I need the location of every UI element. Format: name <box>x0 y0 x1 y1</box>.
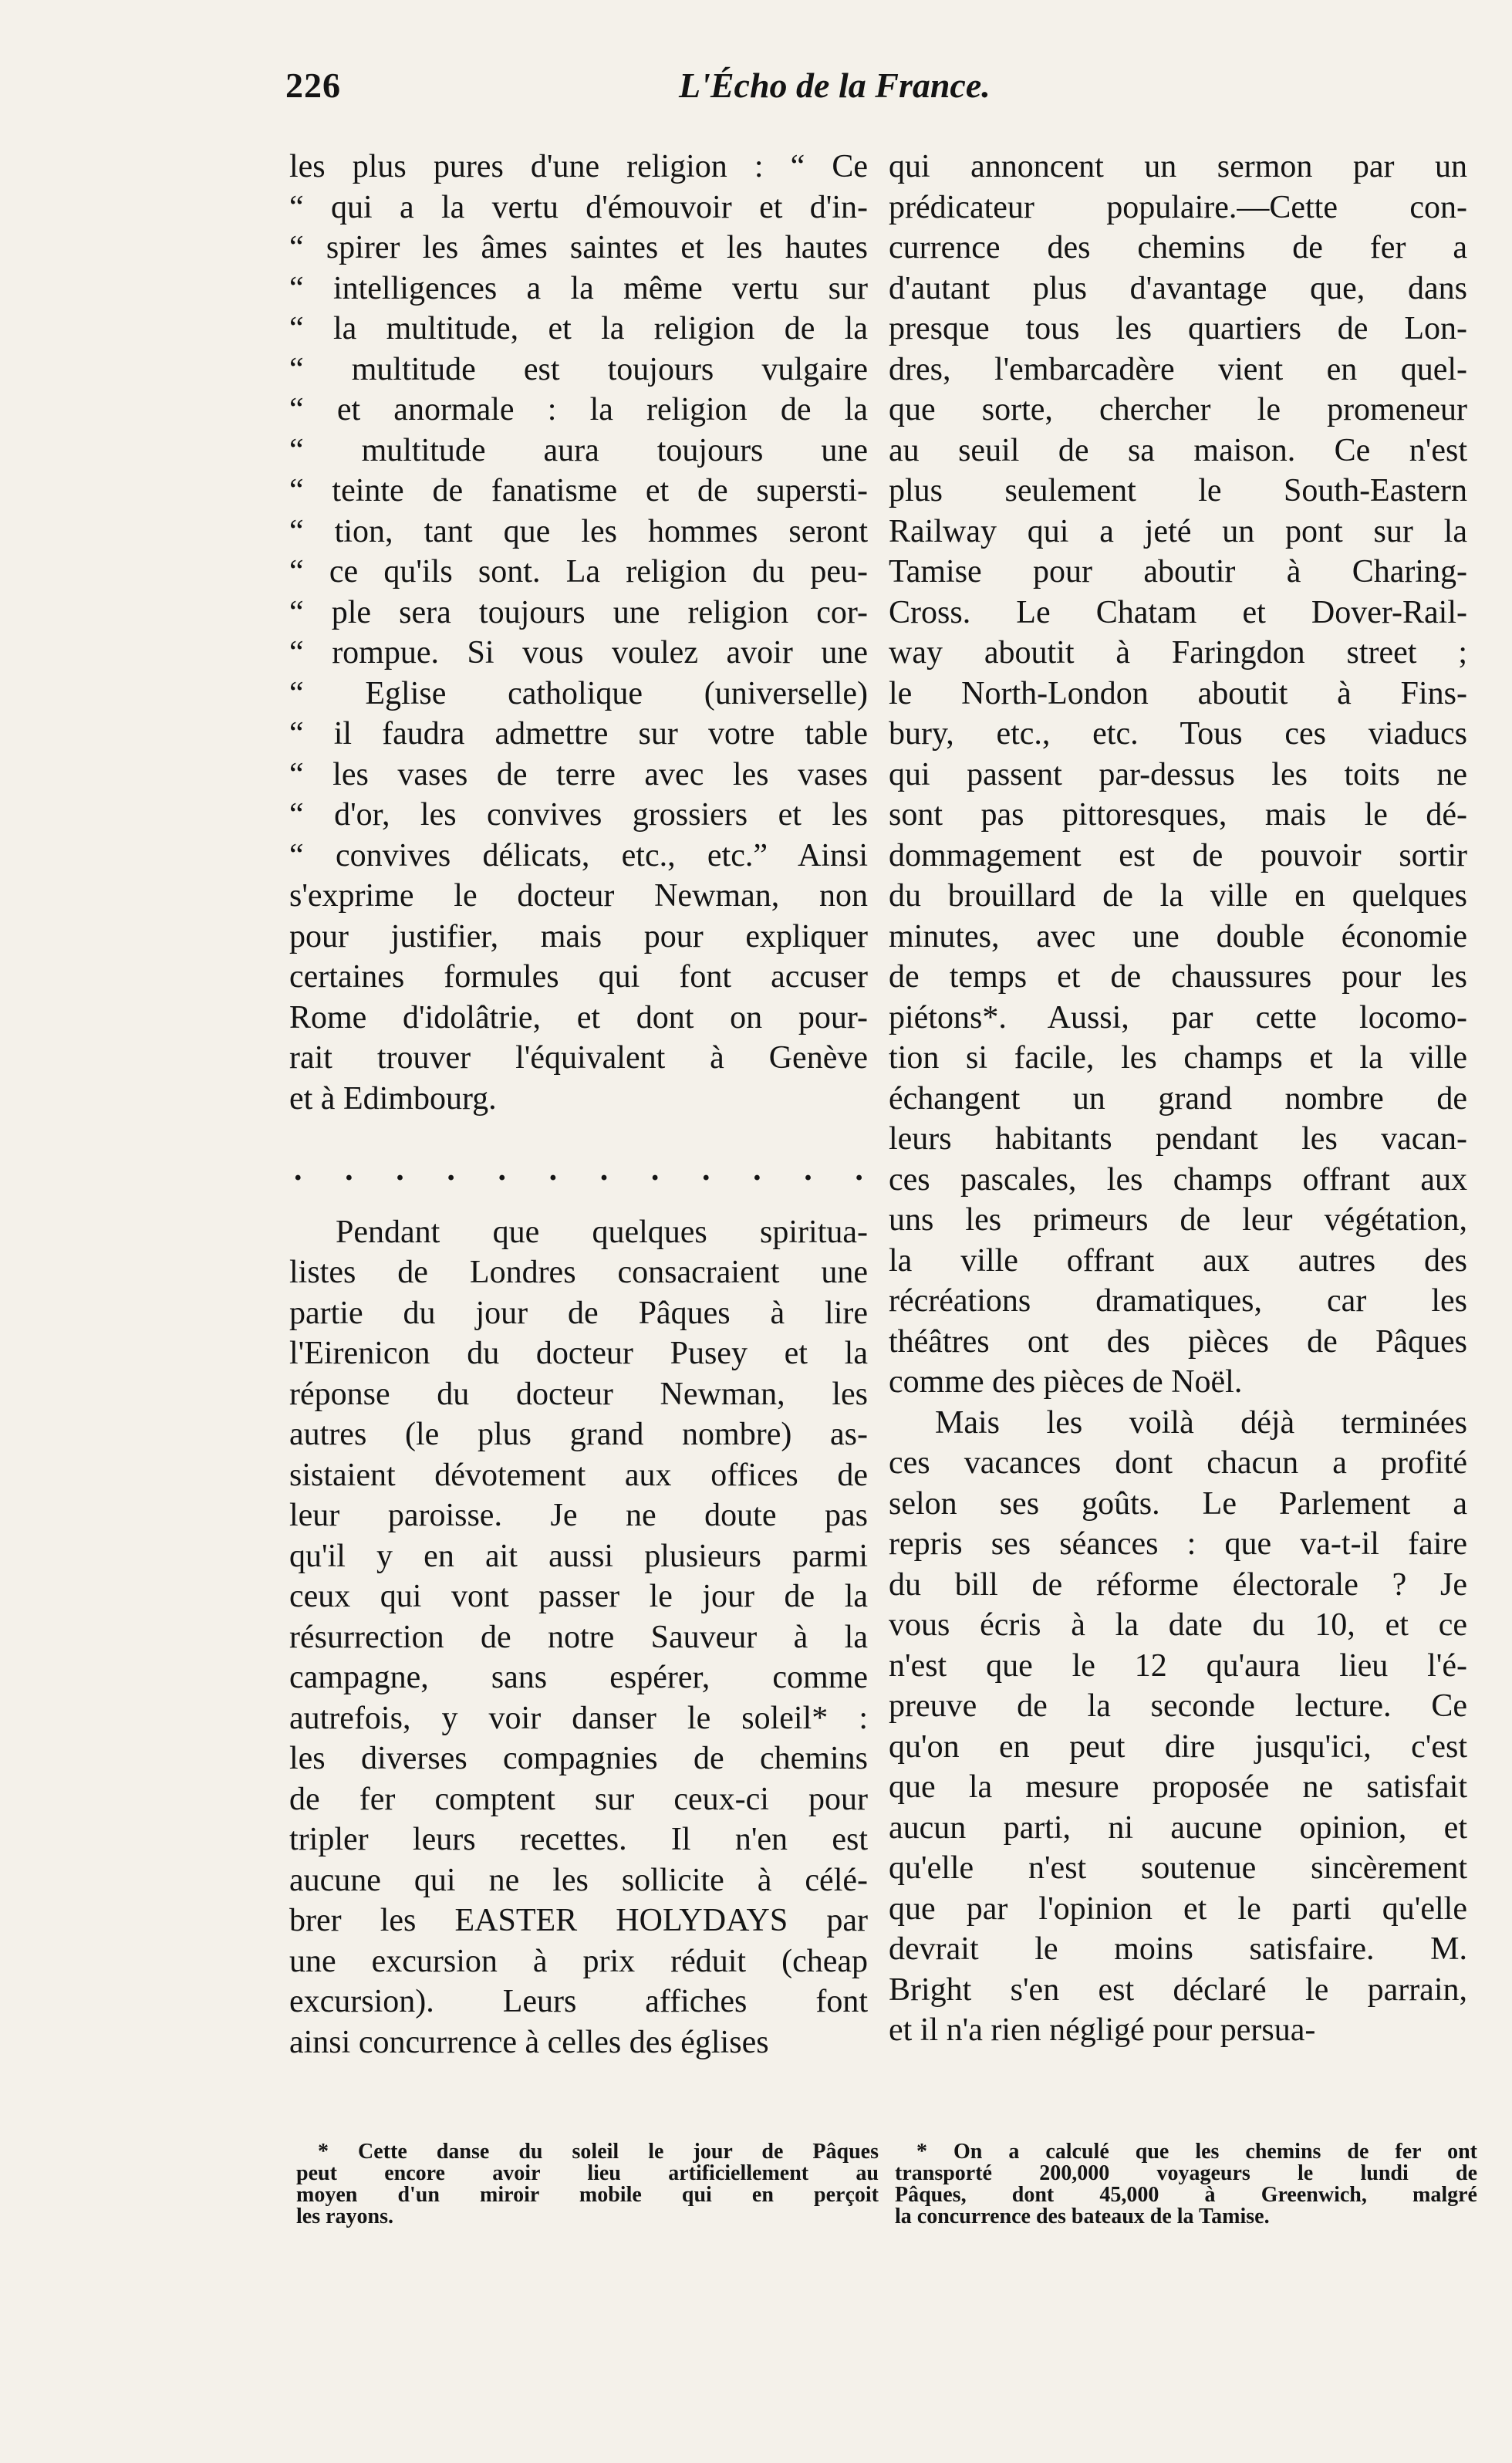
text-line: qui passent par-dessus les toits ne <box>889 756 1467 792</box>
right-column-text <box>889 147 1467 2051</box>
text-line: Cross. Le Chatam et Dover-Rail- <box>889 594 1467 630</box>
text-line: et à Edimbourg. <box>289 1080 497 1117</box>
text-line: aucun parti, ni aucune opinion, et <box>889 1809 1467 1846</box>
text-line: “ les vases de terre avec les vases <box>289 756 868 792</box>
separator-dot: . <box>855 1152 863 1188</box>
text-line: “ qui a la vertu d'émouvoir et d'in- <box>289 189 868 225</box>
separator-dot: . <box>599 1152 609 1188</box>
text-line: minutes, avec une double économie <box>889 918 1467 954</box>
text-line: que la mesure proposée ne satisfait <box>889 1769 1467 1805</box>
text-line: excursion). Leurs affiches font <box>289 1984 868 2019</box>
text-line: s'exprime le docteur Newman, non <box>289 878 868 914</box>
text-line: ceux qui vont passer le jour de la <box>289 1579 868 1614</box>
footnote-left <box>296 2141 879 2228</box>
text-line: repris ses séances : que va-t-il faire <box>889 1526 1467 1562</box>
text-line: aucune qui ne les sollicite à célé- <box>289 1862 868 1898</box>
text-line: que sorte, chercher le promeneur <box>889 392 1467 427</box>
right-column <box>889 147 1467 2051</box>
text-line: Pendant que quelques spiritua- <box>336 1214 868 1250</box>
text-line: preuve de la seconde lecture. Ce <box>889 1688 1467 1724</box>
separator-dot: . <box>294 1152 302 1188</box>
separator-dot: . <box>345 1152 353 1188</box>
text-line: les plus pures d'une religion : “ Ce <box>289 149 868 184</box>
section-separator-dots <box>289 1150 868 1191</box>
left-column-text-part-2 <box>289 1212 868 2063</box>
footnote-line: peut encore avoir lieu artificiellement au <box>296 2161 879 2185</box>
text-line: récréations dramatiques, car les <box>889 1283 1467 1319</box>
separator-dot: . <box>548 1152 558 1188</box>
text-line: partie du jour de Pâques à lire <box>289 1295 868 1331</box>
text-line: comme des pièces de Noël. <box>889 1364 1243 1400</box>
text-line: “ tion, tant que les hommes seront <box>289 513 868 549</box>
text-line: dres, l'embarcadère vient en quel- <box>889 351 1467 387</box>
text-line: “ Eglise catholique (universelle) <box>289 675 868 711</box>
text-line: currence des chemins de fer a <box>889 230 1467 265</box>
text-line: devrait le moins satisfaire. M. <box>889 1931 1467 1967</box>
text-line: le North-London aboutit à Fins- <box>889 675 1467 711</box>
text-line: que par l'opinion et le parti qu'elle <box>889 1890 1467 1927</box>
text-line: presque tous les quartiers de Lon- <box>889 311 1467 346</box>
text-line: résurrection de notre Sauveur à la <box>289 1619 868 1655</box>
text-line: “ et anormale : la religion de la <box>289 392 868 427</box>
text-line: “ multitude est toujours vulgaire <box>289 351 868 387</box>
text-line: “ il faudra admettre sur votre table <box>289 716 868 752</box>
text-line: qui annoncent un sermon par un <box>889 149 1467 184</box>
text-line: Rome d'idolâtrie, et dont on pour- <box>289 999 868 1036</box>
text-line: l'Eirenicon du docteur Pusey et la <box>289 1336 868 1371</box>
text-line: une excursion à prix réduit (cheap <box>289 1943 868 1979</box>
text-line: rait trouver l'équivalent à Genève <box>289 1040 868 1076</box>
text-line: “ d'or, les convives grossiers et les <box>289 797 868 833</box>
text-line: ces vacances dont chacun a profité <box>889 1445 1467 1481</box>
text-line: n'est que le 12 qu'aura lieu l'é- <box>889 1647 1467 1684</box>
separator-dot: . <box>498 1152 506 1188</box>
left-column <box>289 147 868 2063</box>
text-line: et il n'a rien négligé pour persua- <box>889 2012 1316 2048</box>
text-line: “ teinte de fanatisme et de supersti- <box>289 473 868 508</box>
running-title: L'Écho de la France. <box>679 66 991 105</box>
text-line: “ multitude aura toujours une <box>289 432 868 468</box>
text-line: brer les EASTER HOLYDAYS par <box>289 1903 868 1938</box>
text-line: leur paroisse. Je ne doute pas <box>289 1498 868 1533</box>
text-line: “ rompue. Si vous voulez avoir une <box>289 635 868 671</box>
text-line: ainsi concurrence à celles des églises <box>289 2024 769 2060</box>
text-line: selon ses goûts. Le Parlement a <box>889 1485 1467 1522</box>
separator-dot: . <box>650 1152 660 1188</box>
text-line: certaines formules qui font accuser <box>289 959 868 995</box>
text-line: sistaient dévotement aux offices de <box>289 1457 868 1493</box>
text-line: échangent un grand nombre de <box>889 1080 1467 1117</box>
footnote-line: * Cette danse du soleil le jour de Pâques <box>318 2140 879 2164</box>
separator-dot: . <box>804 1152 812 1188</box>
footnote-line: les rayons. <box>296 2205 393 2228</box>
text-line: qu'elle n'est soutenue sincèrement <box>889 1850 1467 1886</box>
text-line: plus seulement le South-Eastern <box>889 473 1467 508</box>
left-column-text-part-1 <box>289 147 868 1119</box>
text-line: autres (le plus grand nombre) as- <box>289 1417 868 1452</box>
text-line: réponse du docteur Newman, les <box>289 1376 868 1412</box>
text-line: prédicateur populaire.—Cette con- <box>889 189 1467 225</box>
text-line: Railway qui a jeté un pont sur la <box>889 513 1467 549</box>
text-line: les diverses compagnies de chemins <box>289 1741 868 1776</box>
text-line: vous écris à la date du 10, et ce <box>889 1607 1467 1643</box>
text-line: Tamise pour aboutir à Charing- <box>889 554 1467 590</box>
footnote-line: moyen d'un miroir mobile qui en perçoit <box>296 2183 879 2207</box>
text-line: leurs habitants pendant les vacan- <box>889 1121 1467 1157</box>
footnote-line: * On a calculé que les chemins de fer ont <box>916 2140 1477 2164</box>
text-line: bury, etc., etc. Tous ces viaducs <box>889 716 1467 752</box>
footnote-line: transporté 200,000 voyageurs le lundi de <box>895 2161 1477 2185</box>
text-line: “ convives délicats, etc., etc.” Ainsi <box>289 837 868 873</box>
text-line: “ la multitude, et la religion de la <box>289 311 868 346</box>
separator-dot: . <box>702 1152 710 1188</box>
text-line: autrefois, y voir danser le soleil* : <box>289 1700 868 1736</box>
separator-dot: . <box>396 1152 404 1188</box>
text-line: “ ce qu'ils sont. La religion du peu- <box>289 554 868 590</box>
text-line: théâtres ont des pièces de Pâques <box>889 1323 1467 1360</box>
text-line: sont pas pittoresques, mais le dé- <box>889 797 1467 833</box>
separator-dot: . <box>447 1152 455 1188</box>
text-line: qu'on en peut dire jusqu'ici, c'est <box>889 1728 1467 1765</box>
footnote-line: Pâques, dont 45,000 à Greenwich, malgré <box>895 2183 1477 2207</box>
footnote-line: la concurrence des bateaux de la Tamise. <box>895 2205 1270 2228</box>
text-line: tion si facile, les champs et la ville <box>889 1040 1467 1076</box>
text-line: ces pascales, les champs offrant aux <box>889 1161 1467 1198</box>
text-line: de temps et de chaussures pour les <box>889 959 1467 995</box>
text-line: de fer comptent sur ceux-ci pour <box>289 1781 868 1817</box>
text-line: listes de Londres consacraient une <box>289 1255 868 1290</box>
separator-dot: . <box>753 1152 761 1188</box>
text-line: “ spirer les âmes saintes et les hautes <box>289 230 868 265</box>
text-line: uns les primeurs de leur végétation, <box>889 1202 1467 1238</box>
text-line: dommagement est de pouvoir sortir <box>889 837 1467 873</box>
text-line: pour justifier, mais pour expliquer <box>289 918 868 954</box>
text-line: Mais les voilà déjà terminées <box>935 1404 1467 1441</box>
text-line: qu'il y en ait aussi plusieurs parmi <box>289 1538 868 1574</box>
text-line: way aboutit à Faringdon street ; <box>889 635 1467 671</box>
page-number: 226 <box>285 66 341 105</box>
text-line: Bright s'en est déclaré le parrain, <box>889 1971 1467 2008</box>
text-line: du bill de réforme électorale ? Je <box>889 1566 1467 1603</box>
text-line: la ville offrant aux autres des <box>889 1242 1467 1279</box>
text-line: du brouillard de la ville en quelques <box>889 878 1467 914</box>
footnote-right <box>895 2141 1477 2228</box>
text-line: d'autant plus d'avantage que, dans <box>889 270 1467 306</box>
text-line: “ intelligences a la même vertu sur <box>289 270 868 306</box>
text-line: “ ple sera toujours une religion cor- <box>289 594 868 630</box>
text-line: tripler leurs recettes. Il n'en est <box>289 1822 868 1857</box>
text-line: au seuil de sa maison. Ce n'est <box>889 432 1467 468</box>
text-line: piétons*. Aussi, par cette locomo- <box>889 999 1467 1036</box>
text-line: campagne, sans espérer, comme <box>289 1660 868 1695</box>
